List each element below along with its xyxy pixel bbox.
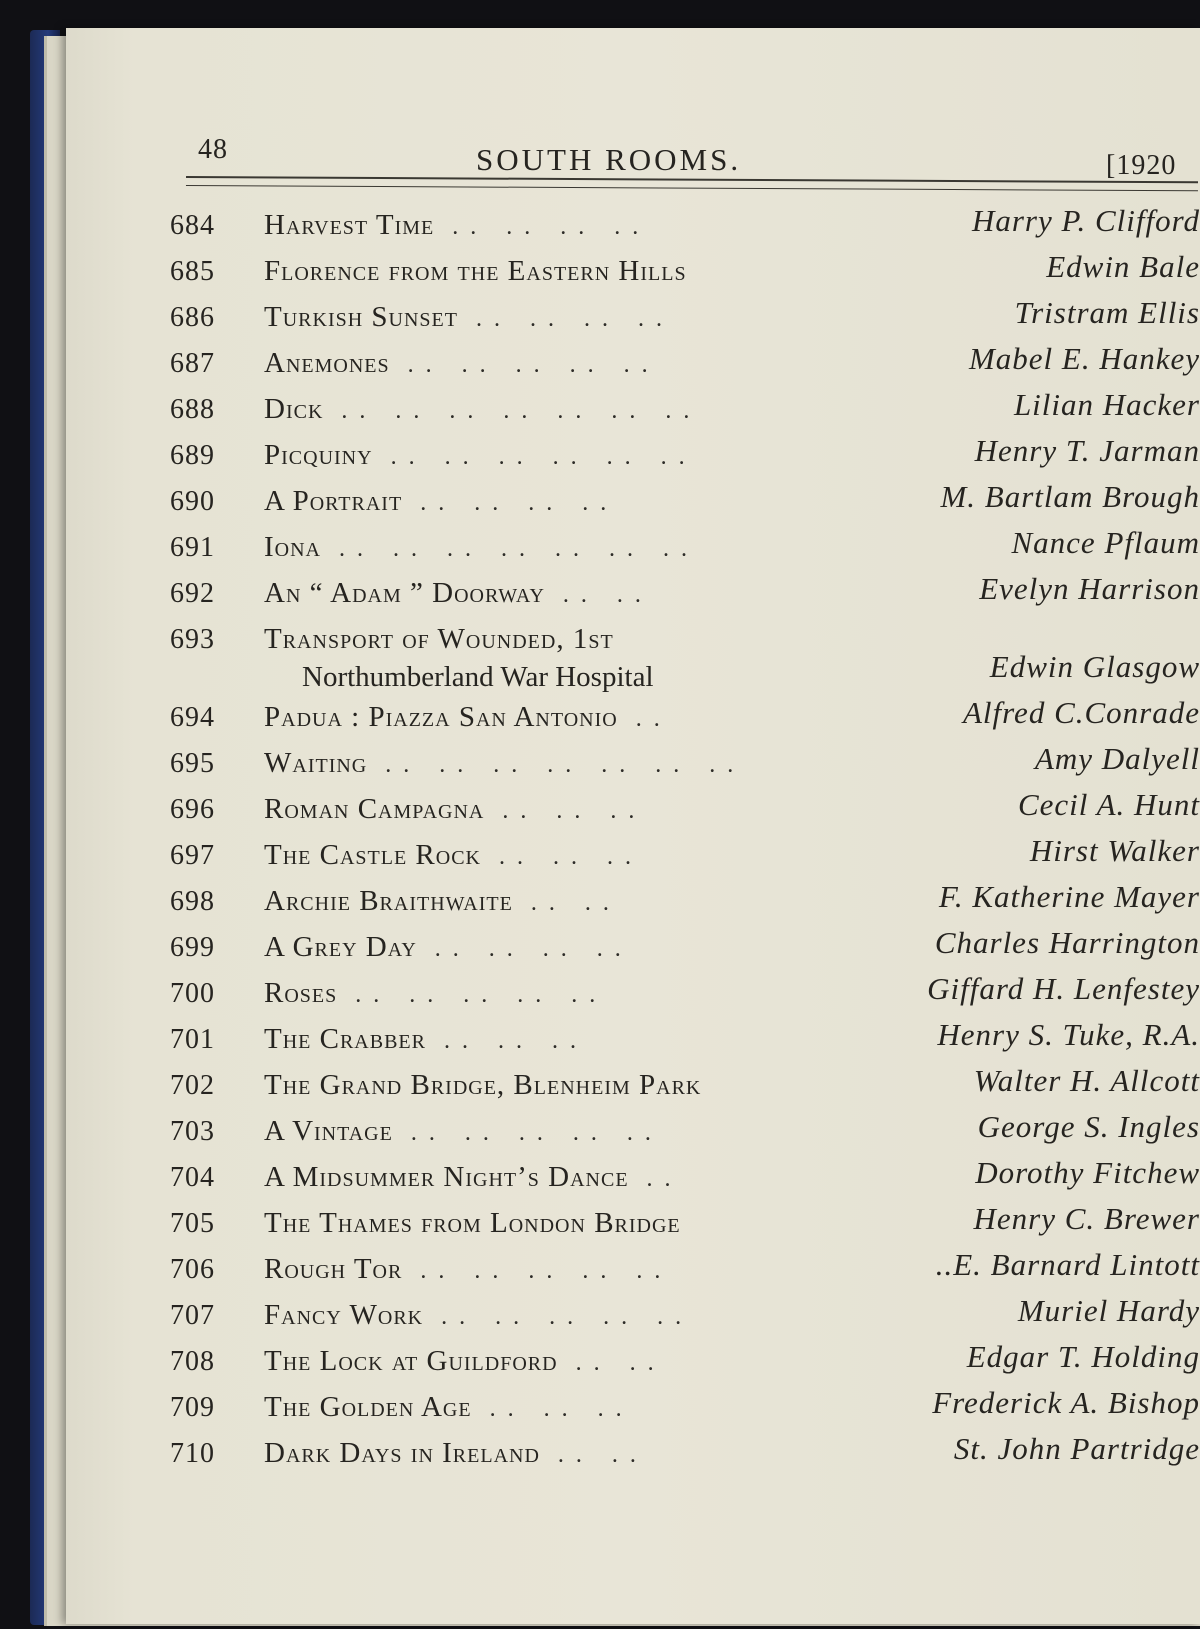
entry-artist: Nance Pflaum: [1011, 525, 1200, 560]
entry-artist: Edwin Bale: [1046, 249, 1200, 284]
entry-artist: Evelyn Harrison: [979, 571, 1200, 606]
entry-title: Dark Days in Ireland: [264, 1437, 540, 1469]
dot-leaders: .. ..: [557, 1442, 648, 1468]
entry-number: 685: [170, 256, 215, 287]
entry-title: Rough Tor: [264, 1253, 403, 1285]
catalogue-entry: [170, 1108, 1200, 1154]
catalogue-entry: [170, 340, 1200, 386]
dot-leaders: ..: [646, 1166, 683, 1192]
entry-number: 705: [170, 1208, 215, 1239]
entry-title: Roses: [264, 977, 338, 1009]
entry-title: A Portrait: [264, 485, 403, 517]
header-rule: [186, 176, 1198, 191]
entry-title: Turkish Sunset: [264, 301, 458, 333]
dot-leaders: .. .. .. .. ..: [420, 1258, 673, 1284]
entry-title: Picquiny: [264, 439, 373, 471]
dot-leaders: .. .. .. .. ..: [407, 352, 660, 378]
catalogue-entry: [170, 616, 1200, 694]
dot-leaders: .. ..: [562, 582, 653, 608]
catalogue-entry: [170, 786, 1200, 832]
dot-leaders: .. ..: [575, 1350, 666, 1376]
entry-number: 707: [170, 1300, 215, 1331]
dot-leaders: .. ..: [530, 890, 621, 916]
entry-number: 696: [170, 794, 215, 825]
catalogue-entry: [170, 1338, 1200, 1384]
entry-artist: Edwin Glasgow: [989, 649, 1200, 684]
dot-leaders: .. .. .. ..: [434, 936, 633, 962]
entry-number: 706: [170, 1254, 215, 1285]
entry-artist: Henry S. Tuke, R.A.: [937, 1017, 1200, 1052]
catalogue-entry: [170, 1016, 1200, 1062]
entry-title: An “ Adam ” Doorway: [264, 577, 545, 609]
entry-title-continued: Northumberland War Hospital: [302, 661, 654, 693]
entry-number: 688: [170, 394, 215, 425]
entry-artist: George S. Ingles: [977, 1109, 1200, 1144]
entry-number: 709: [170, 1392, 215, 1423]
entry-title: Waiting: [264, 747, 368, 779]
running-title: SOUTH ROOMS.: [476, 142, 742, 177]
entry-artist: Henry T. Jarman: [974, 433, 1200, 468]
entry-number: 702: [170, 1070, 215, 1101]
dot-leaders: .. .. ..: [489, 1396, 634, 1422]
dot-leaders: .. .. .. .. ..: [410, 1120, 663, 1146]
entry-number: 684: [170, 210, 215, 241]
dot-leaders: [701, 1074, 719, 1100]
entry-title: The Lock at Guildford: [264, 1345, 558, 1377]
catalogue-entry: [170, 524, 1200, 570]
entry-title: Transport of Wounded, 1st: [264, 623, 614, 655]
entry-artist: Charles Harrington: [934, 925, 1200, 960]
dot-leaders: .. .. ..: [499, 844, 644, 870]
entry-number: 701: [170, 1024, 215, 1055]
dot-leaders: .. .. .. .. .. .. ..: [339, 536, 699, 562]
dot-leaders: .. .. .. .. .. ..: [390, 444, 697, 470]
catalogue-entry: [170, 432, 1200, 478]
entry-artist: Amy Dalyell: [1034, 741, 1200, 776]
entry-number: 694: [170, 702, 215, 733]
catalogue-entry: [170, 294, 1200, 340]
catalogue-entry: [170, 1062, 1200, 1108]
entry-artist: Giffard H. Lenfestey: [927, 971, 1200, 1006]
catalogue-entry: [170, 694, 1200, 740]
dot-leaders: .. .. .. .. .. .. ..: [341, 398, 702, 424]
entry-number: 710: [170, 1438, 215, 1469]
catalogue-entry: [170, 832, 1200, 878]
year-label: [1920: [1106, 150, 1177, 181]
catalogue-entry: [170, 1430, 1200, 1476]
catalogue-entry: [170, 970, 1200, 1016]
entry-artist: Mabel E. Hankey: [968, 341, 1200, 376]
dot-leaders: [687, 260, 705, 286]
catalogue-entry: [170, 1154, 1200, 1200]
page-number: 48: [198, 134, 228, 165]
entry-number: 692: [170, 578, 215, 609]
dot-leaders: .. .. ..: [502, 798, 647, 824]
page-header: [186, 98, 1186, 181]
entry-artist: Hirst Walker: [1029, 833, 1200, 868]
dot-leaders: .. .. ..: [444, 1028, 588, 1054]
entry-title: Iona: [264, 531, 321, 563]
entry-title: The Golden Age: [264, 1391, 472, 1423]
entry-artist: Dorothy Fitchew: [975, 1155, 1200, 1190]
entry-title: Harvest Time: [264, 209, 435, 241]
entry-title: Padua : Piazza San Antonio: [264, 701, 618, 733]
entry-number: 690: [170, 486, 215, 517]
catalogue-list: [170, 202, 1200, 1476]
entry-artist: Muriel Hardy: [1017, 1293, 1200, 1328]
entry-title: Fancy Work: [264, 1299, 424, 1331]
catalogue-entry: [170, 202, 1200, 248]
entry-number: 697: [170, 840, 215, 871]
entry-title: Archie Braithwaite: [264, 885, 513, 917]
entry-title: A Vintage: [264, 1115, 393, 1147]
entry-title: The Thames from London Bridge: [264, 1207, 681, 1239]
entry-number: 693: [170, 624, 215, 655]
dot-leaders: .. .. .. .. ..: [441, 1304, 694, 1330]
dot-leaders: .. .. .. ..: [452, 214, 651, 240]
entry-artist: Cecil A. Hunt: [1017, 787, 1200, 822]
entry-artist: Lilian Hacker: [1013, 387, 1200, 422]
entry-number: 698: [170, 886, 215, 917]
entry-artist: Edgar T. Holding: [966, 1339, 1200, 1374]
entry-artist: M. Bartlam Brough: [940, 479, 1200, 514]
entry-title: Roman Campagna: [264, 793, 485, 825]
entry-artist: Henry C. Brewer: [973, 1201, 1200, 1236]
entry-artist: St. John Partridge: [953, 1431, 1200, 1466]
entry-artist: F. Katherine Mayer: [938, 879, 1200, 914]
catalogue-entry: [170, 1200, 1200, 1246]
entry-title: A Grey Day: [264, 931, 417, 963]
entry-title: A Midsummer Night’s Dance: [264, 1161, 629, 1193]
entry-number: 704: [170, 1162, 215, 1193]
catalogue-entry: [170, 248, 1200, 294]
catalogue-entry: [170, 1384, 1200, 1430]
entry-number: 695: [170, 748, 215, 779]
catalogue-entry: [170, 570, 1200, 616]
entry-title: The Crabber: [264, 1023, 426, 1055]
entry-number: 686: [170, 302, 215, 333]
catalogue-entry: [170, 1246, 1200, 1292]
catalogue-entry: [170, 478, 1200, 524]
entry-artist: Tristram Ellis: [1014, 295, 1200, 330]
entry-artist: Harry P. Clifford: [971, 203, 1200, 238]
dot-leaders: .. .. .. ..: [420, 490, 619, 516]
entry-title: Florence from the Eastern Hills: [264, 255, 687, 287]
dot-leaders: [681, 1212, 699, 1238]
dot-leaders: .. .. .. .. ..: [355, 982, 608, 1008]
entry-title: The Grand Bridge, Blenheim Park: [264, 1069, 702, 1101]
entry-artist: Alfred C.Conrade: [962, 695, 1200, 730]
entry-number: 687: [170, 348, 215, 379]
entry-number: 703: [170, 1116, 215, 1147]
entry-number: 708: [170, 1346, 215, 1377]
entry-number: 699: [170, 932, 215, 963]
dot-leaders: ..: [635, 706, 672, 732]
entry-number: 691: [170, 532, 215, 563]
dot-leaders: .. .. .. .. .. .. ..: [385, 752, 746, 778]
catalogue-entry: [170, 1292, 1200, 1338]
catalogue-page: [66, 28, 1200, 1624]
catalogue-entry: [170, 740, 1200, 786]
entry-title: Dick: [264, 393, 324, 425]
entry-number: 689: [170, 440, 215, 471]
entry-number: 700: [170, 978, 215, 1009]
entry-artist: Walter H. Allcott: [973, 1063, 1200, 1098]
entry-title: Anemones: [264, 347, 390, 379]
catalogue-entry: [170, 386, 1200, 432]
dot-leaders: .. .. .. ..: [476, 306, 674, 332]
catalogue-entry: [170, 924, 1200, 970]
entry-artist: ..E. Barnard Lintott: [935, 1247, 1200, 1282]
entry-title: The Castle Rock: [264, 839, 482, 871]
entry-artist: Frederick A. Bishop: [932, 1385, 1200, 1420]
catalogue-entry: [170, 878, 1200, 924]
